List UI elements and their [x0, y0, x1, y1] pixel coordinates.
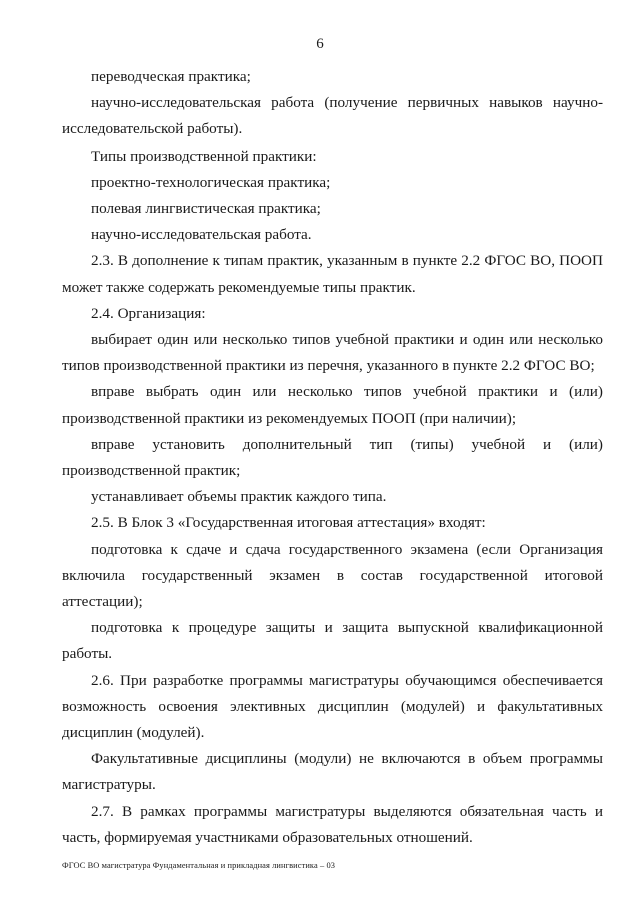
document-body [62, 64, 603, 851]
paragraph: устанавливает объемы практик каждого типа. [91, 488, 387, 506]
page-footer: ФГОС ВО магистратура Фундаментальная и прикладная лингвистика – 03 [62, 861, 336, 870]
paragraph: научно-исследовательская работа (получение первичных навыков научно-исследовательской работы). [62, 94, 603, 138]
page-number: 6 [316, 36, 324, 52]
paragraph: 2.6. При разработке программы магистратуры обучающимся обеспечивается возможность освоения элективных дисциплин (модулей) и факультативных дисциплин (модулей). [62, 671, 603, 742]
paragraph: подготовка к процедуре защиты и защита выпускной квалификационной работы. [62, 619, 603, 663]
paragraph: Типы производственной практики: [91, 147, 317, 165]
paragraph: вправе выбрать один или несколько типов учебной практики и (или) производственной практики из рекомендуемых ПООП (при наличии); [62, 383, 603, 427]
paragraph: переводческая практика; [91, 68, 251, 85]
paragraph: 2.5. В Блок 3 «Государственная итоговая аттестация» входят: [91, 514, 486, 532]
paragraph: полевая лингвистическая практика; [91, 200, 321, 218]
paragraph: 2.4. Организация: [91, 304, 206, 322]
paragraph: Факультативные дисциплины (модули) не включаются в объем программы магистратуры. [62, 750, 603, 794]
paragraph: вправе установить дополнительный тип (типы) учебной и (или) производственной практик; [62, 435, 603, 480]
paragraph: подготовка к сдаче и сдача государственного экзамена (если Организация включила государственный экзамен в состав государственной итоговой аттестации); [62, 540, 603, 611]
paragraph: научно-исследовательская работа. [91, 226, 312, 244]
paragraph: 2.7. В рамках программы магистратуры выделяются обязательная часть и часть, формируемая участниками образовательных отношений. [62, 802, 603, 846]
paragraph: проектно-технологическая практика; [91, 173, 331, 191]
paragraph: выбирает один или несколько типов учебной практики и один или несколько типов производственной практики из перечня, указанного в пункте 2.2 ФГОС ВО; [62, 331, 603, 375]
paragraph: 2.3. В дополнение к типам практик, указанным в пункте 2.2 ФГОС ВО, ПООП может также содержать рекомендуемые типы практик. [62, 252, 603, 296]
